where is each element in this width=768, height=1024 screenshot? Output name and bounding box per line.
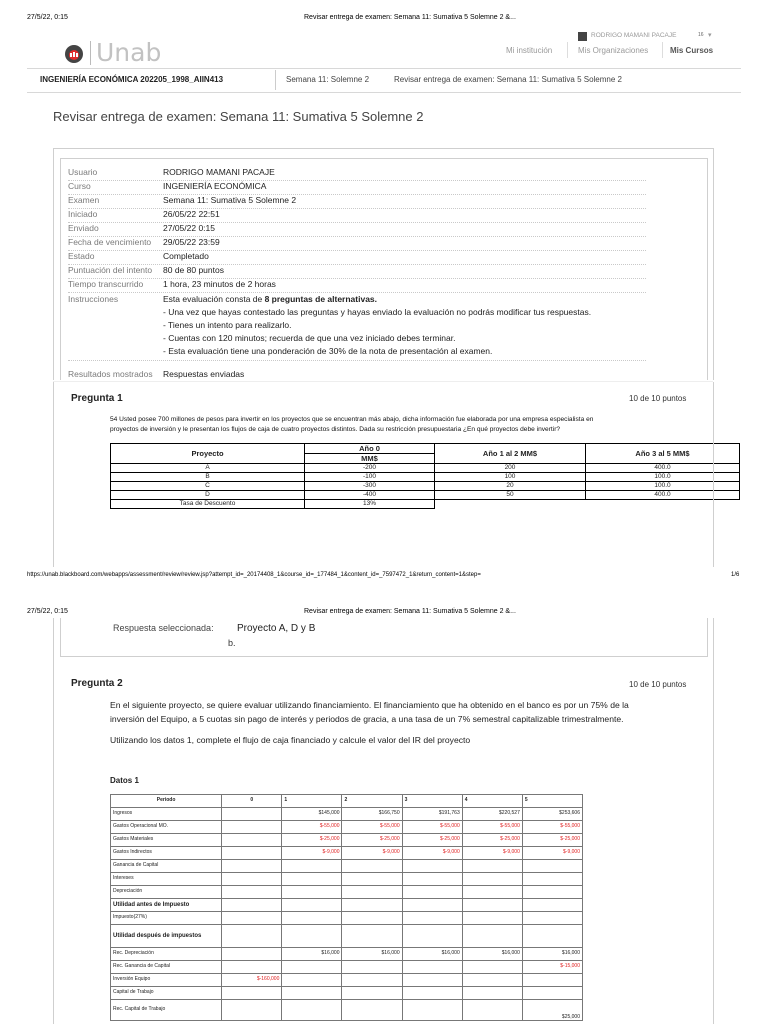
table-cell xyxy=(282,1000,342,1021)
panel-border xyxy=(707,618,708,656)
table-cell: -300 xyxy=(305,482,435,491)
table-cell xyxy=(462,1000,522,1021)
table-cell xyxy=(402,873,462,886)
header-divider xyxy=(27,68,741,69)
table-cell xyxy=(222,873,282,886)
table-cell: 13% xyxy=(305,500,435,509)
table-cell xyxy=(462,987,522,1000)
info-label: Estado xyxy=(68,251,95,261)
table-cell: $25,000 xyxy=(522,1000,582,1021)
table-row xyxy=(111,912,583,925)
table-header: Año 0 xyxy=(305,444,435,454)
table-header: 5 xyxy=(522,795,582,808)
info-border xyxy=(60,158,61,380)
projects-table xyxy=(110,443,740,509)
table-cell xyxy=(282,860,342,873)
table-cell: $-55,000 xyxy=(342,821,402,834)
panel-border xyxy=(713,382,714,567)
info-label: Examen xyxy=(68,195,100,205)
table-cell: 100 xyxy=(435,473,586,482)
table-header: Periodo xyxy=(111,795,222,808)
table-cell: $16,000 xyxy=(282,948,342,961)
table-cell: $-160,000 xyxy=(222,974,282,987)
print-datetime: 27/5/22, 0:15 xyxy=(27,608,68,615)
table-cell xyxy=(222,948,282,961)
instructions-line: - Tienes un intento para realizarlo. xyxy=(163,320,292,330)
info-value: Respuestas enviadas xyxy=(163,369,245,379)
info-border xyxy=(60,158,707,159)
question-text: proyectos de inversión y le presentan los flujos de caja de cuatro proyectos distintos. Dada su restricción presupuestaria ¿En qué proyectos debe invertir? xyxy=(110,426,561,433)
question-text: Utilizando los datos 1, complete el flujo de caja financiado y calcule el valor del IR del proyecto xyxy=(110,735,471,745)
table-row xyxy=(111,834,583,847)
question-text: En el siguiente proyecto, se quiere evaluar utilizando financiamiento. El financiamiento que ha obtenido en el banco es por un 75% de la xyxy=(110,700,629,710)
table-cell xyxy=(342,899,402,912)
row-label: Impuesto(27%) xyxy=(111,912,222,925)
table-header: 2 xyxy=(342,795,402,808)
table-cell: $-15,000 xyxy=(522,961,582,974)
table-cell xyxy=(435,500,586,509)
info-value: 27/05/22 0:15 xyxy=(163,223,215,233)
row-label: Utilidad después de impuestos xyxy=(111,925,222,948)
table-cell xyxy=(222,961,282,974)
info-row-examen xyxy=(68,194,646,209)
table-cell xyxy=(522,873,582,886)
table-cell xyxy=(402,899,462,912)
breadcrumb-item[interactable]: Semana 11: Solemne 2 xyxy=(286,75,370,84)
info-row-puntuacion xyxy=(68,264,646,279)
row-label: Capital de Trabajo xyxy=(111,987,222,1000)
panel-border xyxy=(53,148,54,380)
cashflow-table xyxy=(110,794,583,1021)
table-cell: A xyxy=(111,464,305,473)
table-cell: $-55,000 xyxy=(402,821,462,834)
table-cell: $16,000 xyxy=(462,948,522,961)
instructions-text: Esta evaluación consta de xyxy=(163,294,265,304)
info-value: 1 hora, 23 minutos de 2 horas xyxy=(163,279,276,289)
panel-border xyxy=(713,618,714,1024)
table-cell: $-55,000 xyxy=(462,821,522,834)
info-value: RODRIGO MAMANI PACAJE xyxy=(163,167,275,177)
table-cell: $166,750 xyxy=(342,808,402,821)
table-cell xyxy=(342,886,402,899)
instructions-label: Instrucciones xyxy=(68,294,119,304)
table-cell xyxy=(222,912,282,925)
question-title: Pregunta 2 xyxy=(71,678,123,689)
table-cell xyxy=(222,860,282,873)
panel-border xyxy=(713,148,714,380)
row-label: Depreciación xyxy=(111,886,222,899)
instructions-line: - Cuentas con 120 minutos; recuerda de que una vez iniciado debes terminar. xyxy=(163,333,456,343)
row-label: Intereses xyxy=(111,873,222,886)
table-cell: $145,000 xyxy=(282,808,342,821)
table-cell: 400.0 xyxy=(586,464,740,473)
table-row xyxy=(111,886,583,899)
breadcrumb-item: Revisar entrega de examen: Semana 11: Sumativa 5 Solemne 2 xyxy=(394,75,622,84)
table-cell xyxy=(282,925,342,948)
table-cell xyxy=(402,886,462,899)
row-label: Rec. Depreciación xyxy=(111,948,222,961)
table-cell xyxy=(282,873,342,886)
info-value: INGENIERÍA ECONÓMICA xyxy=(163,181,267,191)
table-cell: 400.0 xyxy=(586,491,740,500)
table-cell: D xyxy=(111,491,305,500)
info-value: 29/05/22 23:59 xyxy=(163,237,220,247)
table-row xyxy=(111,961,583,974)
info-row-usuario xyxy=(68,166,646,181)
table-cell xyxy=(462,886,522,899)
info-value: Semana 11: Sumativa 5 Solemne 2 xyxy=(163,195,297,205)
table-cell: $-25,000 xyxy=(282,834,342,847)
table-cell xyxy=(222,1000,282,1021)
table-row xyxy=(111,500,740,509)
table-cell: $-55,000 xyxy=(522,821,582,834)
print-title: Revisar entrega de examen: Semana 11: Sumativa 5 Solemne 2 &... xyxy=(304,14,516,21)
chevron-down-icon[interactable]: ▾ xyxy=(708,32,712,39)
table-cell: $-9,000 xyxy=(342,847,402,860)
table-header: Proyecto xyxy=(111,444,305,464)
answer-letter: b. xyxy=(228,638,236,648)
nav-mis-organizaciones[interactable]: Mis Organizaciones xyxy=(578,46,649,55)
info-row-resultados xyxy=(68,368,646,382)
table-cell xyxy=(282,886,342,899)
table-cell: 100.0 xyxy=(586,482,740,491)
instructions-divider xyxy=(68,360,646,361)
info-label: Resultados mostrados xyxy=(68,369,153,379)
row-label: Utilidad antes de Impuesto xyxy=(111,899,222,912)
table-cell xyxy=(222,847,282,860)
table-cell: $-9,000 xyxy=(402,847,462,860)
row-label: Gastos Indirectos xyxy=(111,847,222,860)
info-label: Enviado xyxy=(68,223,99,233)
breadcrumb-divider xyxy=(275,70,276,90)
question-points: 10 de 10 puntos xyxy=(629,680,687,689)
table-cell xyxy=(282,987,342,1000)
user-avatar[interactable] xyxy=(578,32,587,41)
instructions-line xyxy=(163,294,377,304)
table-cell xyxy=(522,886,582,899)
panel-border xyxy=(60,656,708,657)
table-cell xyxy=(282,899,342,912)
table-header: MM$ xyxy=(305,454,435,464)
table-row xyxy=(111,821,583,834)
datos-heading: Datos 1 xyxy=(110,776,139,785)
question-text: inversión del Equipo, a 5 cuotas sin pago de interés y periodos de gracia, a una tasa de un 7% semestral capitalizable trimestralmente. xyxy=(110,714,624,724)
table-row xyxy=(111,847,583,860)
table-cell xyxy=(462,912,522,925)
table-cell xyxy=(522,912,582,925)
breadcrumb-course[interactable]: INGENIERÍA ECONÓMICA 202205_1998_AIIN413 xyxy=(40,75,224,84)
info-label: Tiempo transcurrido xyxy=(68,279,144,289)
table-row xyxy=(111,860,583,873)
table-cell xyxy=(402,961,462,974)
print-datetime: 27/5/22, 0:15 xyxy=(27,14,68,21)
table-header: 1 xyxy=(282,795,342,808)
table-row xyxy=(111,873,583,886)
table-row xyxy=(111,948,583,961)
table-cell xyxy=(586,500,740,509)
table-cell xyxy=(342,873,402,886)
nav-mi-institucion[interactable]: Mi institución xyxy=(506,46,553,55)
nav-mis-cursos[interactable]: Mis Cursos xyxy=(670,46,714,55)
question-points: 10 de 10 puntos xyxy=(629,394,687,403)
info-value: Completado xyxy=(163,251,209,261)
info-label: Curso xyxy=(68,181,91,191)
table-cell: $220,527 xyxy=(462,808,522,821)
panel-border xyxy=(53,148,714,149)
info-row-estado xyxy=(68,250,646,265)
info-label: Iniciado xyxy=(68,209,98,219)
panel-border xyxy=(53,618,54,1024)
question-text: 54 Usted posee 700 millones de pesos para invertir en los proyectos que se encuentran más abajo, dicha información fue elaborada por una empresa especialista en xyxy=(110,416,594,423)
panel-border xyxy=(60,618,61,656)
table-row xyxy=(111,482,740,491)
unab-logo-text[interactable]: Unab xyxy=(96,38,162,67)
table-cell xyxy=(462,961,522,974)
table-cell: $-25,000 xyxy=(402,834,462,847)
question-title: Pregunta 1 xyxy=(71,393,123,404)
table-cell xyxy=(282,912,342,925)
logo-divider xyxy=(90,41,91,65)
table-cell xyxy=(522,899,582,912)
table-cell: -400 xyxy=(305,491,435,500)
table-header: Año 1 al 2 MM$ xyxy=(435,444,586,464)
table-cell xyxy=(282,961,342,974)
table-row xyxy=(111,899,583,912)
nav-divider xyxy=(567,42,568,58)
table-cell: B xyxy=(111,473,305,482)
nav-divider xyxy=(662,42,663,58)
table-cell xyxy=(282,974,342,987)
table-cell xyxy=(402,1000,462,1021)
table-cell xyxy=(342,925,402,948)
table-row xyxy=(111,974,583,987)
table-row xyxy=(111,464,740,473)
table-cell xyxy=(222,987,282,1000)
table-cell xyxy=(402,925,462,948)
table-cell xyxy=(222,899,282,912)
table-header-row xyxy=(111,795,583,808)
table-row xyxy=(111,987,583,1000)
table-cell: 50 xyxy=(435,491,586,500)
table-cell xyxy=(402,974,462,987)
table-cell: $-9,000 xyxy=(522,847,582,860)
table-cell: $-9,000 xyxy=(462,847,522,860)
table-cell xyxy=(222,925,282,948)
table-header: 0 xyxy=(222,795,282,808)
info-value: 26/05/22 22:51 xyxy=(163,209,220,219)
table-cell: 20 xyxy=(435,482,586,491)
table-cell xyxy=(222,886,282,899)
table-cell xyxy=(522,987,582,1000)
table-cell: $16,000 xyxy=(402,948,462,961)
table-cell xyxy=(222,808,282,821)
table-cell xyxy=(462,860,522,873)
info-label: Puntuación del intento xyxy=(68,265,153,275)
row-label: Ganancia de Capital xyxy=(111,860,222,873)
table-cell: $-25,000 xyxy=(462,834,522,847)
table-cell: C xyxy=(111,482,305,491)
user-name[interactable]: RODRIGO MAMANI PACAJE xyxy=(591,32,677,39)
page-title: Revisar entrega de examen: Semana 11: Sumativa 5 Solemne 2 xyxy=(53,109,424,124)
table-cell xyxy=(402,987,462,1000)
info-border xyxy=(707,158,708,380)
row-label: Inversión Equipo xyxy=(111,974,222,987)
table-cell xyxy=(342,912,402,925)
table-row xyxy=(111,491,740,500)
instructions-line: - Una vez que hayas contestado las preguntas y hayas enviado la evaluación no podrás modificar tus respuestas. xyxy=(163,307,592,317)
table-cell xyxy=(342,1000,402,1021)
table-cell xyxy=(342,860,402,873)
answer-label: Respuesta seleccionada: xyxy=(113,623,214,633)
info-row-iniciado xyxy=(68,208,646,223)
table-cell xyxy=(342,961,402,974)
table-cell: -200 xyxy=(305,464,435,473)
table-cell xyxy=(342,987,402,1000)
table-cell: $191,763 xyxy=(402,808,462,821)
info-label: Usuario xyxy=(68,167,98,177)
table-row xyxy=(111,808,583,821)
table-cell: 200 xyxy=(435,464,586,473)
table-cell xyxy=(522,860,582,873)
unab-logo-icon[interactable] xyxy=(64,44,84,64)
answer-value: Proyecto A, D y B xyxy=(237,623,316,634)
info-row-curso xyxy=(68,180,646,195)
table-cell: -100 xyxy=(305,473,435,482)
table-row xyxy=(111,473,740,482)
table-cell: Tasa de Descuento xyxy=(111,500,305,509)
table-cell: $253,606 xyxy=(522,808,582,821)
table-cell xyxy=(222,821,282,834)
table-cell: $16,000 xyxy=(342,948,402,961)
info-label: Fecha de vencimiento xyxy=(68,237,152,247)
table-header: Año 3 al 5 MM$ xyxy=(586,444,740,464)
table-cell xyxy=(222,834,282,847)
print-title: Revisar entrega de examen: Semana 11: Sumativa 5 Solemne 2 &... xyxy=(304,608,516,615)
table-cell xyxy=(522,974,582,987)
breadcrumb-divider-line xyxy=(27,92,741,93)
info-value: 80 de 80 puntos xyxy=(163,265,224,275)
instructions-line: - Esta evaluación tiene una ponderación de 30% de la nota de presentación al examen. xyxy=(163,346,493,356)
table-row xyxy=(111,1000,583,1021)
notification-count[interactable]: 16 xyxy=(698,32,704,38)
footer-url: https://unab.blackboard.com/webapps/assessment/review/review.jsp?attempt_id=_20174408_1&course_id=_177484_1&content_id=_7597472_1&return_content=1&step= xyxy=(27,572,481,578)
table-cell xyxy=(462,873,522,886)
row-label: Ingresos xyxy=(111,808,222,821)
table-cell xyxy=(402,860,462,873)
table-cell xyxy=(462,974,522,987)
table-cell: $-25,000 xyxy=(522,834,582,847)
table-cell xyxy=(402,912,462,925)
info-row-vencimiento xyxy=(68,236,646,251)
table-cell: $16,000 xyxy=(522,948,582,961)
instructions-bold: 8 preguntas de alternativas. xyxy=(264,294,378,304)
info-row-enviado xyxy=(68,222,646,237)
row-label: Gastos Materiales xyxy=(111,834,222,847)
table-cell xyxy=(342,974,402,987)
info-row-tiempo xyxy=(68,278,646,293)
table-cell xyxy=(522,925,582,948)
row-label: Rec. Capital de Trabajo xyxy=(111,1000,222,1021)
table-cell: $-25,000 xyxy=(342,834,402,847)
panel-border xyxy=(53,382,54,567)
footer-page-number: 1/6 xyxy=(731,572,740,578)
table-cell: 100.0 xyxy=(586,473,740,482)
table-cell xyxy=(462,899,522,912)
table-cell xyxy=(462,925,522,948)
table-row xyxy=(111,925,583,948)
table-cell: $-55,000 xyxy=(282,821,342,834)
question-divider xyxy=(53,381,713,382)
table-header: 3 xyxy=(402,795,462,808)
table-cell: $-9,000 xyxy=(282,847,342,860)
row-label: Gastos Operacional MO. xyxy=(111,821,222,834)
table-header: 4 xyxy=(462,795,522,808)
row-label: Rec. Ganancia de Capital xyxy=(111,961,222,974)
